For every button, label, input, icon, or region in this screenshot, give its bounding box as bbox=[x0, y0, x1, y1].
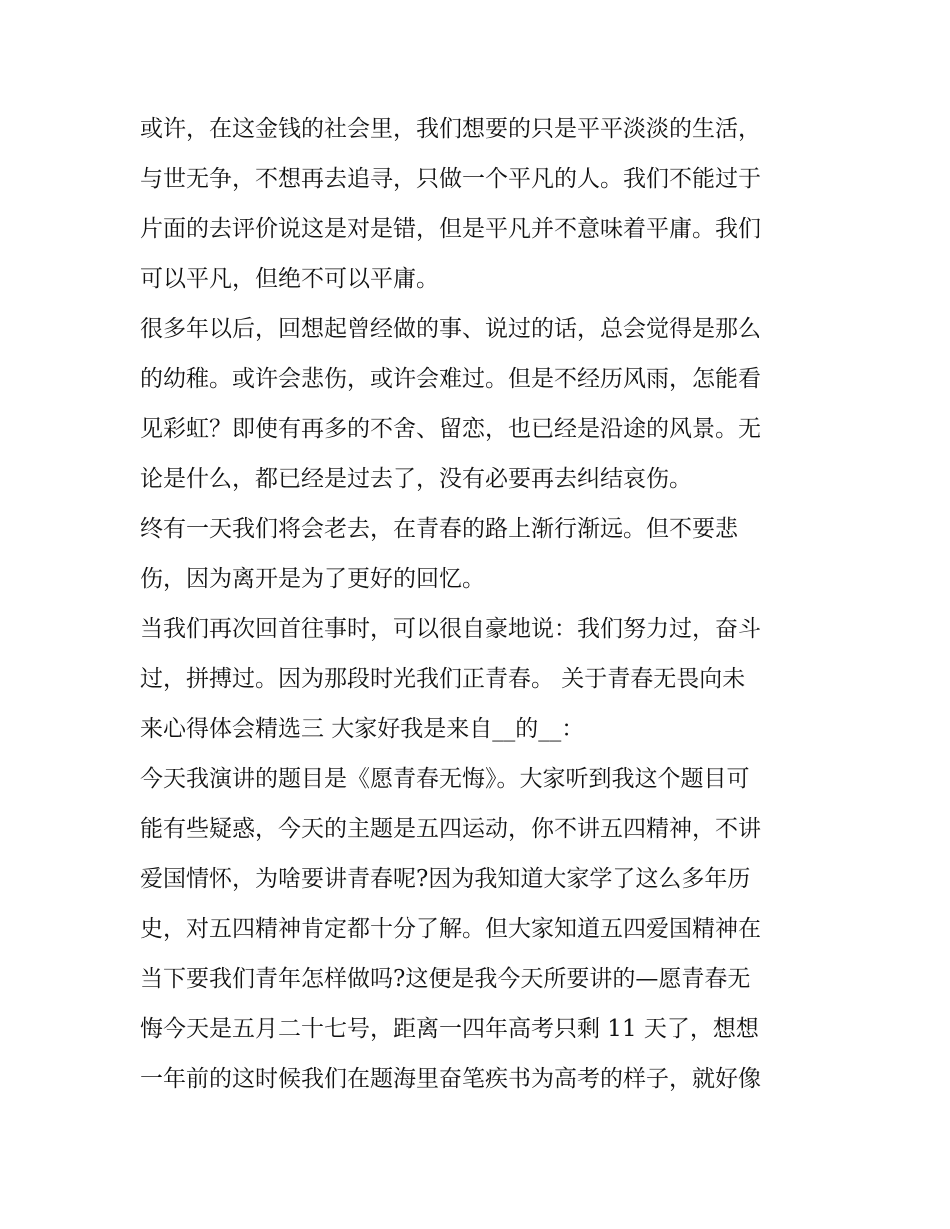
text-line: 见彩虹？即使有再多的不舍、留恋，也已经是沿途的风景。无 bbox=[140, 416, 761, 442]
text-line: 终有一天我们将会老去，在青春的路上渐行渐远。但不要悲 bbox=[140, 516, 738, 542]
text-line: 过，拼搏过。因为那段时光我们正青春。 关于青春无畏向未 bbox=[140, 666, 746, 692]
text-line: 很多年以后，回想起曾经做的事、说过的话，总会觉得是那么 bbox=[140, 316, 761, 342]
text-line: 的幼稚。或许会悲伤，或许会难过。但是不经历风雨，怎能看 bbox=[140, 366, 761, 392]
text-line: 今天我演讲的题目是《愿青春无悔》。大家听到我这个题目可 bbox=[140, 766, 750, 792]
body-text bbox=[140, 104, 820, 1104]
text-line: 伤，因为离开是为了更好的回忆。 bbox=[140, 566, 485, 592]
text-line: 当我们再次回首往事时，可以很自豪地说：我们努力过，奋斗 bbox=[140, 616, 761, 642]
text-line: 史，对五四精神肯定都十分了解。但大家知道五四爱国精神在 bbox=[140, 916, 761, 942]
text-line: 可以平凡，但绝不可以平庸。 bbox=[140, 266, 439, 292]
text-line: 爱国情怀，为啥要讲青春呢?因为我知道大家学了这么多年历 bbox=[140, 866, 751, 892]
text-line: 当下要我们青年怎样做吗?这便是我今天所要讲的—愿青春无 bbox=[140, 966, 751, 992]
text-line: 悔今天是五月二十七号，距离一四年高考只剩 11 天了，想想 bbox=[140, 1016, 759, 1042]
text-line: 来心得体会精选三 大家好我是来自__的__： bbox=[140, 716, 585, 742]
text-line: 与世无争，不想再去追寻，只做一个平凡的人。我们不能过于 bbox=[140, 166, 761, 192]
text-line: 片面的去评价说这是对是错，但是平凡并不意味着平庸。我们 bbox=[140, 216, 761, 242]
text-line: 或许，在这金钱的社会里，我们想要的只是平平淡淡的生活， bbox=[140, 116, 761, 142]
text-line: 能有些疑惑，今天的主题是五四运动，你不讲五四精神，不讲 bbox=[140, 816, 761, 842]
text-line: 论是什么，都已经是过去了，没有必要再去纠结哀伤。 bbox=[140, 466, 692, 492]
text-line: 一年前的这时候我们在题海里奋笔疾书为高考的样子，就好像 bbox=[140, 1066, 761, 1092]
